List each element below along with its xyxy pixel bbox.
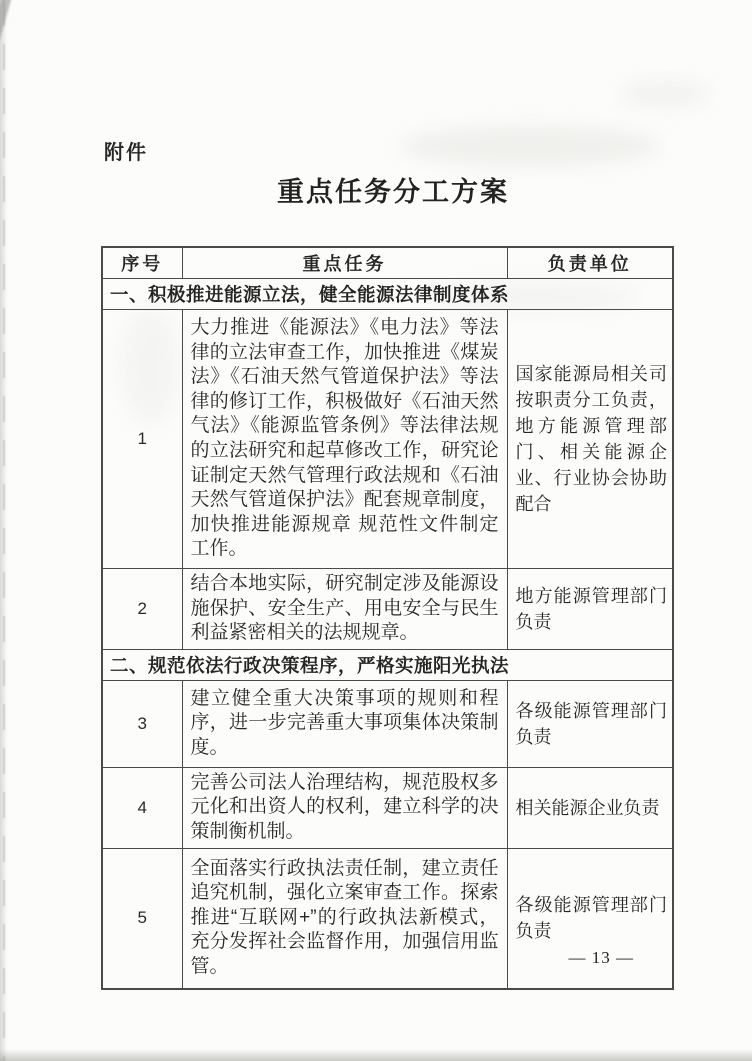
col-header-task: 重点任务: [182, 247, 507, 279]
scan-artifact-corner: [0, 0, 12, 40]
page-title: 重点任务分工方案: [277, 177, 509, 207]
row-task: 建立健全重大决策事项的规则和程序，进一步完善重大事项集体决策制度。: [182, 680, 507, 767]
row-unit: 相关能源企业负责: [507, 767, 673, 848]
row-index: 3: [102, 680, 182, 767]
row-unit: 国家能源局相关司按职责分工负责，地方能源管理部门、相关能源企业、行业协会协助配合: [507, 310, 673, 569]
table-row: [102, 767, 673, 848]
col-header-unit: 负责单位: [507, 247, 673, 279]
table-row: [102, 569, 673, 650]
row-unit: 各级能源管理部门负责: [507, 848, 673, 989]
section-title: 二、规范依法行政决策程序，严格实施阳光执法: [102, 649, 673, 680]
row-task: 完善公司法人治理结构，规范股权多元化和出资人的权利，建立科学的决策制衡机制。: [182, 767, 507, 848]
task-table: [101, 246, 674, 990]
section-row: [102, 279, 673, 310]
row-task: 大力推进《能源法》《电力法》等法律的立法审查工作，加快推进《煤炭法》《石油天然气管道保护法》等法律的修订工作，积极做好《石油天然气法》《能源监管条例》等法律法规的立法研究和起草修改工作，研究论证制定天然气管理行政法规和《石油天然气管道保护法》配套规章制度，加快推进能源规章 规范性文件制定工作。: [182, 310, 507, 569]
scan-artifact-left-edge: [0, 0, 10, 1061]
page-number: — 13 —: [568, 948, 634, 967]
attachment-label: 附件: [104, 142, 148, 164]
table-header-row: [102, 247, 673, 279]
section-row: [102, 649, 673, 680]
scan-artifact-bottom-edge: [0, 1049, 752, 1061]
scan-smudge: [620, 80, 710, 108]
row-task: 结合本地实际，研究制定涉及能源设施保护、安全生产、用电安全与民生利益紧密相关的法规规章。: [182, 569, 507, 650]
table-row: [102, 310, 673, 569]
row-index: 1: [102, 310, 182, 569]
row-task: 全面落实行政执法责任制，建立责任追究机制，强化立案审查工作。探索推进“互联网+”的行政执法新模式，充分发挥社会监督作用，加强信用监管。: [182, 848, 507, 989]
row-unit: 地方能源管理部门负责: [507, 569, 673, 650]
row-index: 2: [102, 569, 182, 650]
row-index: 5: [102, 848, 182, 989]
row-index: 4: [102, 767, 182, 848]
col-header-index: 序号: [102, 247, 182, 279]
section-title: 一、积极推进能源立法，健全能源法律制度体系: [102, 279, 673, 310]
row-unit: 各级能源管理部门负责: [507, 680, 673, 767]
scan-artifact-left-line: [3, 0, 5, 1061]
table-row: [102, 680, 673, 767]
scan-smudge: [400, 125, 660, 167]
